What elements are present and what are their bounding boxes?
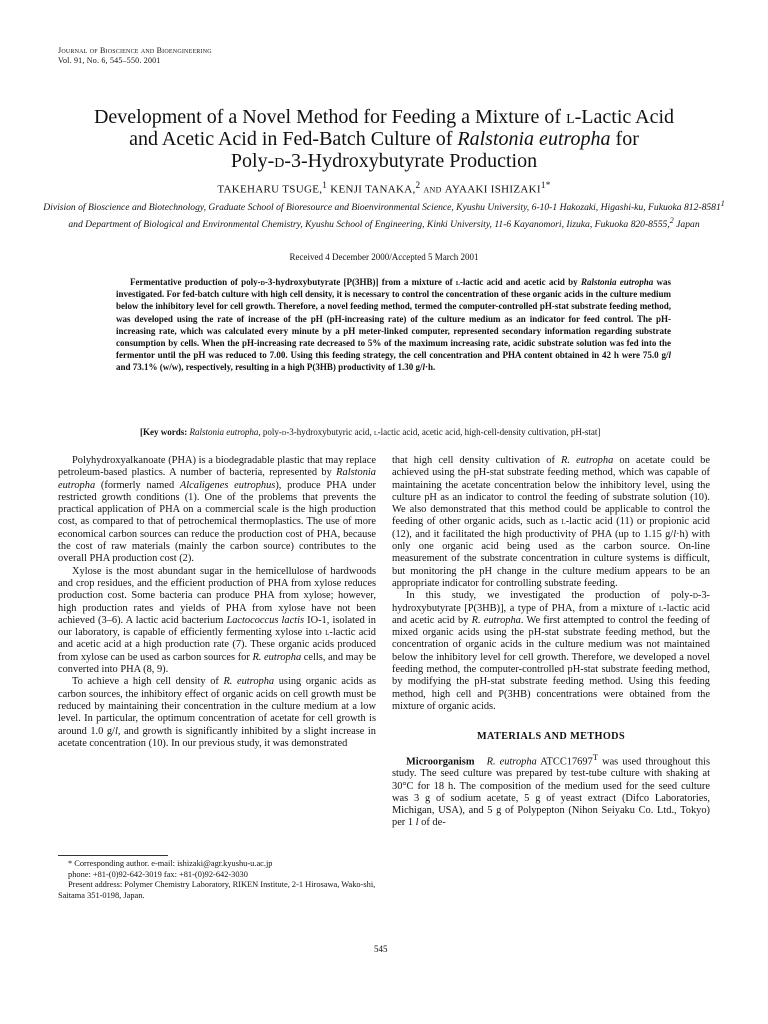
paper-title: Development of a Novel Method for Feeding a Mixture of l-Lactic Acid and Acetic Acid in Fed-Batch Culture of Ralstonia eutropha for Poly-d-3-Hydroxybutyrate Production [93,106,675,172]
paragraph: Polyhydroxyalkanoate (PHA) is a biodegradable plastic that may replace petroleum-based plastics. A number of bacteria, represented by Ralstonia eutropha (formerly named Alcaligenes eutrophus), produce PHA under restricted growth conditions (1). One of the problems that prevents the practical application of PHA on a commercial scale is the high production cost, as compared to that of petrochemical thermoplastics. The use of more economical carbon sources can reduce the production cost of PHA, because the cost of raw materials (mainly the carbon source) contributes to the overall PHA production cost (2). [58,455,376,565]
author-list: TAKEHARU TSUGE,$^1$ KENJI TANAKA,$^2$ and AYAAKI $ISHIZAKI^{1*}$ [217,180,551,196]
journal-header [58,46,212,66]
footnote-rule [58,855,168,856]
footnote-address: Present address: Polymer Chemistry Laboratory, RIKEN Institute, 2-1 Hirosawa, Wako-shi, Saitama 351-0198, Japan. [58,880,376,900]
runin-heading: Microorganism [406,756,475,767]
abstract: Fermentative production of poly-d-3-hydroxybutyrate [P(3HB)] from a mixture of l-lactic acid and acetic acid by Ralstonia eutropha was investigated. For fed-batch culture with high cell density, it is necessary to control the concentration of these organic acids in the culture medium below the inhibitory level for cell growth. Therefore, a novel feeding method, termed the computer-controlled pH-stat substrate feeding method, was developed using the rate of increase of the pH (pH-increasing rate) of the culture medium as an indicator for feed control. The pH-increasing rate, which was calculated every minute by a pH meter-linked computer, represented secondary information regarding substrate consumption by cells. When the pH-increasing rate decreased to 5% of the maximum increasing rate, acidic substrate solution was fed into the fermentor until the pH was reduced to 7.00. Using this feeding strategy, the cell concentration and PHA content obtained in 42 h were 75.0 g/l and 73.1% (w/w), respectively, resulting in a high P(3HB) productivity of 1.30 g/l·h. [116,277,671,373]
keywords: [Key words: Ralstonia eutropha, poly-d-3-hydroxybutyric acid, l-lactic acid, acetic acid, high-cell-density cultivation, pH-stat] [140,427,601,437]
paragraph: In this study, we investigated the production of poly-d-3-hydroxybutyrate [P(3HB)], a type of PHA, from a mixture of l-lactic acid and acetic acid by R. eutropha. We first attempted to control the feeding of mixed organic acids using the pH-stat substrate feeding method, but the concentration of organic acids in the culture medium was not maintained below the inhibitory level for cell growth. Therefore, we developed a novel feeding method, the computer-controlled pH-stat substrate feeding method, by modifying the pH-stat substrate feeding method. Using this feeding method, high cell and P(3HB) concentrations were obtained from the mixture of organic acids. [392,590,711,712]
journal-name: Journal of Bioscience and Bioengineering [58,46,212,55]
footnote-corresponding: * Corresponding author. e-mail: ishizaki@agr.kyushu-u.ac.jp [68,859,273,868]
affiliations: Division of Bioscience and Biotechnology, Graduate School of Bioresource and Bioenvironmental Science, Kyushu University, 6-10-1 Hakozaki, Higashi-ku, Fukuoka 812-8581$^1$ and Department of Biological and Environmental Chemistry, Kyushu School of Engineering, Kinki University, 11-6 Kayanomori, Iizuka, Fukuoka 820-8555,$^2$ Japan [43,199,725,230]
journal-volume: Vol. 91, No. 6, 545–550. 2001 [58,56,161,65]
received-dates: Received 4 December 2000/Accepted 5 March 2001 [289,252,479,262]
page-number: 545 [374,944,388,954]
footnote-phone: phone: +81-(0)92-642-3019 fax: +81-(0)92-642-3030 [68,869,248,879]
left-column [58,455,376,750]
footnotes [58,859,376,901]
paragraph: To achieve a high cell density of R. eutropha using organic acids as carbon sources, the inhibitory effect of organic acids on cell growth must be reduced by maintaining their concentration in the culture medium at a low level. In particular, the optimum concentration of acetate for cell growth is around 1.0 g/l, and growth is significantly inhibited by a slight increase in acetate concentration (10). In our previous study, it was demonstrated [58,676,376,749]
paragraph: Microorganism R. eutropha $ATCC17697^T$ was used throughout this study. The seed culture was prepared by test-tube culture with shaking at 30°C for 18 h. The composition of the medium used for the seed culture was 3 g of sodium acetate, 5 g of yeast extract (Difco Laboratories, Michigan, USA), and 5 g of Polypepton (Nihon Seiyaku Co. Ltd., Tokyo) per 1 l of de- [392,751,710,829]
section-heading: MATERIALS AND METHODS [476,731,626,743]
paragraph: that high cell density cultivation of R. eutropha on acetate could be achieved using the pH-stat substrate feeding method, which was capable of maintaining the acetate concentration below the inhibitory level, using the culture pH as an indicator to control the feeding of substrate solution (10). We also demonstrated that this method could be applicable to control the feeding of other organic acids, such as l-lactic acid (11) or propionic acid (12), and it facilitated the high productivity of PHA (up to 1.15 g/l·h) with only one organic acid being used as the carbon source. On-line measurement of the substrate concentration in culture systems is difficult, but monitoring the pH change in the culture medium appears to be an appropriate indicator for controlling substrate feeding. [392,455,711,589]
right-column [392,455,710,830]
paragraph: Xylose is the most abundant sugar in the hemicellulose of hardwoods and crop residues, and the efficient production of PHA from xylose reduces production cost. Some bacteria can produce PHA from xylose; however, high production rates and yields of PHA from xylose have not been achieved (3–6). A lactic acid bacterium Lactococcus lactis IO-1, isolated in our laboratory, is capable of efficiently fermenting xylose into l-lactic acid and acetic acid at a high production rate (7). These organic acids produced from xylose can be used as carbon sources for R. eutropha cells, and may be converted into PHA (8, 9). [58,565,376,676]
